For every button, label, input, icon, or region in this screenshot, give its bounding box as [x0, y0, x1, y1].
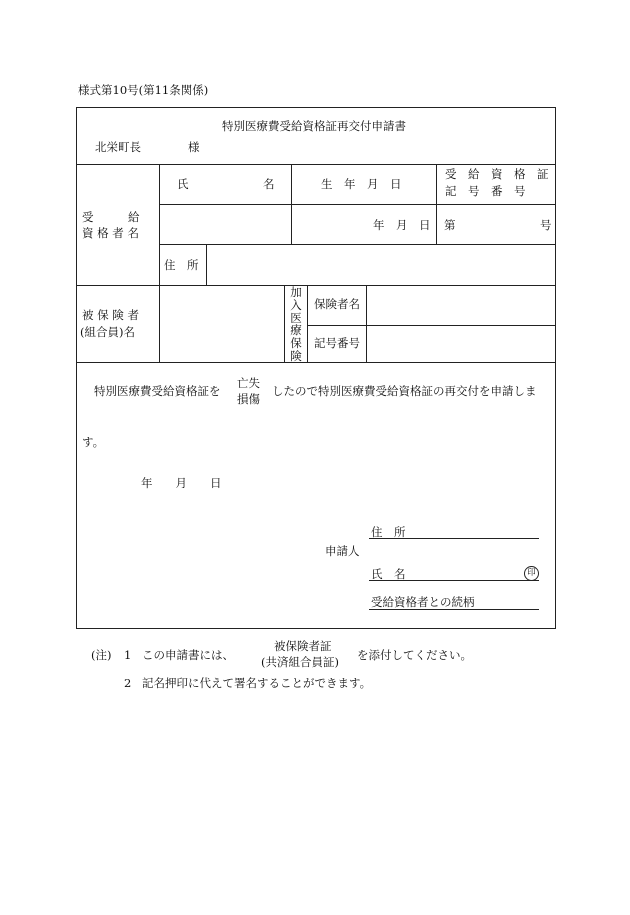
note1-option-line2: (共済組合員証) [261, 655, 339, 669]
statement-text-before: 特別医療費受給資格証を [94, 384, 221, 398]
note2-number: 2 [124, 676, 132, 690]
insured-name-value[interactable] [162, 289, 280, 358]
note1-option-line1: 被保険者証 [274, 639, 332, 653]
rule-insurer [307, 325, 556, 326]
applicant-label: 申請人 [325, 544, 360, 558]
applicant-address-label: 住 所 [371, 525, 406, 539]
rule-recipient-bottom [76, 285, 556, 286]
cert-number-prefix: 第 [444, 218, 456, 232]
name-value[interactable] [162, 208, 288, 240]
applicant-name-line[interactable] [369, 580, 539, 581]
addressee-name: 北栄町長 [95, 140, 141, 154]
col-label [159, 164, 160, 362]
rule-insured-bottom [76, 362, 556, 363]
seal-mark: 印 [524, 566, 539, 581]
col-address-label [206, 244, 207, 285]
addressee-honorific: 様 [188, 140, 200, 154]
cert-header-line2: 記 号 番 号 [445, 184, 526, 198]
insured-label-line1: 被 保 険 者 [82, 308, 139, 322]
rule-top [76, 164, 556, 165]
col-insurer-value [366, 285, 367, 362]
recipient-label-line2: 資 格 者 名 [82, 226, 139, 240]
symbol-number-label: 記号番号 [314, 336, 360, 350]
applicant-relation-label: 受給資格者との続柄 [371, 595, 475, 609]
col-insurance-right [307, 285, 308, 362]
form-title: 特別医療費受給資格証再交付申請書 [222, 119, 406, 133]
form-number: 様式第10号(第11条関係) [78, 83, 209, 97]
option-damaged[interactable]: 損傷 [237, 392, 260, 406]
cert-number-suffix: 号 [540, 218, 552, 232]
rule-recipient-header [159, 204, 556, 205]
applicant-address-line[interactable] [369, 538, 539, 539]
insurance-vertical-label: 加 入 医 療 保 険 [290, 285, 302, 363]
cert-number-field[interactable] [460, 208, 536, 240]
note1-number: 1 [124, 648, 132, 662]
statement-text-wrap: す。 [82, 435, 105, 449]
application-date[interactable]: 年 月 日 [141, 476, 222, 490]
statement-text-after: したので特別医療費受給資格証の再交付を申請しま [272, 384, 537, 398]
col-birth-cert [436, 164, 437, 244]
recipient-label-line1: 受 給 [82, 210, 140, 224]
applicant-name-label: 氏 名 [371, 567, 406, 581]
cert-header-line1: 受 給 資 格 証 [445, 167, 549, 181]
name-header-b: 名 [263, 177, 275, 191]
note2-text: 記名押印に代えて署名することができます。 [142, 676, 372, 690]
symbol-number-value[interactable] [370, 329, 552, 359]
birth-header: 生 年 月 日 [321, 177, 402, 191]
note1-text-after: を添付してください。 [357, 648, 472, 662]
address-label: 住 所 [164, 258, 199, 272]
insurer-label: 保険者名 [314, 297, 360, 311]
col-name-birth [291, 164, 292, 244]
option-lost[interactable]: 亡失 [237, 376, 260, 390]
name-header-a: 氏 [177, 177, 189, 191]
note1-text-before: この申請書には、 [142, 648, 234, 662]
birth-date-value[interactable]: 年 月 日 [373, 218, 431, 232]
address-value[interactable] [210, 248, 552, 281]
insurer-value[interactable] [370, 289, 552, 321]
notes-prefix: (注) [91, 648, 112, 662]
insured-label-line2: (組合員)名 [80, 325, 135, 339]
col-insurance-left [284, 285, 285, 362]
applicant-relation-line[interactable] [369, 609, 539, 610]
rule-recipient-values [159, 244, 556, 245]
